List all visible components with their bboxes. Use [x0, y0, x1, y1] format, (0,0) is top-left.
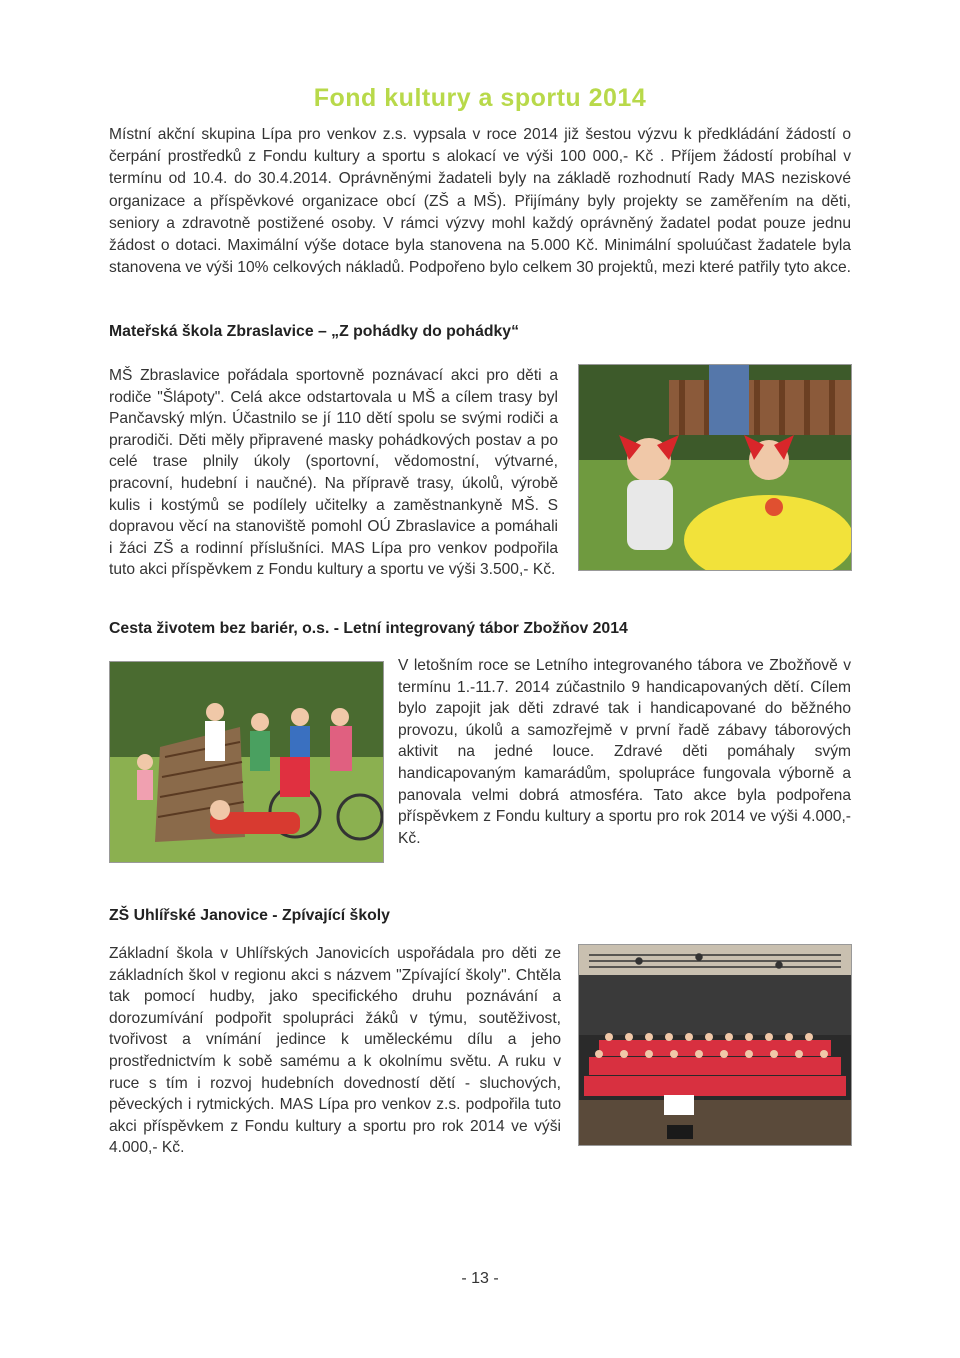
section-heading-tabor-zboznov: Cesta životem bez bariér, o.s. - Letní integrovaný tábor Zbožňov 2014 [109, 620, 628, 637]
section-heading-ms-zbraslavice: Mateřská škola Zbraslavice – „Z pohádky do pohádky“ [109, 323, 519, 340]
photo-summer-camp-group [109, 661, 384, 863]
section-text-zpivajici-skoly: Základní škola v Uhlířských Janovicích uspořádala pro děti ze základních škol v regionu akci s názvem "Zpívající školy". Chtěla tak pomocí hudby, jako specifického druhu poznávání a dorozumívání podpořit spolupráci žáků v týmu, soutěživost, tvořivost a vnímání jedince k uměleckému dílu a jeho prostřednictvím k sobě samému a k okolnímu světu. A ruku v ruce s tím i rozvoj hudebních dovedností dětí - sluchových, pěveckých i rytmických. MAS Lípa pro venkov z.s. podpořila tuto akci příspěvkem z Fondu kultury a sportu pro rok 2014 ve výši 4.000,- Kč. [109, 945, 561, 1157]
intro-paragraph: Místní akční skupina Lípa pro venkov z.s. vypsala v roce 2014 již šestou výzvu k předkládání žádostí o čerpání prostředků z Fondu kultury a sportu s alokací ve výši 100 000,- Kč . Příjem žádostí probíhal v termínu od 10.4. do 30.4.2014. Oprávněnými žadateli byly na základě rozhodnutí Rady MAS neziskové organizace a příspěvkové organizace obcí (ZŠ a MŠ). Přijímány byly projekty se zaměřením na děti, seniory a zdravotně postižené osoby. V rámci výzvy mohl každý oprávněný žadatel podat pouze jednu žádost o dotaci. Maximální výše dotace byla stanovena na 5.000 Kč. Minimální spoluúčast žadatele byla stanovena ve výši 10% celkových nákladů. Podpořeno bylo celkem 30 projektů, mezi které patřily tyto akce. [109, 126, 851, 277]
photo-choir-concert [578, 944, 852, 1146]
section-text-tabor-zboznov: V letošním roce se Letního integrovaného tábora ve Zbožňově v termínu 1.-11.7. 2014 zúčastnilo 9 handicapovaných dětí. Cílem bylo zapojit jak děti zdravé tak i handicapované do běžného provozu, úkolů a samozřejmě v první řadě zábavy táborových aktivit na jedné louce. Zdravé děti pomáhaly svým handicapovaným kamarádům, spolupráce fungovala výborně a panovala velmi dobrá atmosféra. Tato akce byla podpořena příspěvkem z Fondu kultury a sportu pro rok 2014 ve výši 4.000,- Kč. [398, 657, 851, 847]
section-text-ms-zbraslavice: MŠ Zbraslavice pořádala sportovně poznávací akci pro děti a rodiče "Šlápoty". Celá akce odstartovala u MŠ a cílem trasy byl Pančavský mlýn. Účastnilo se jí 110 dětí spolu se svými rodiči a prarodiči. Děti měly připravené masky pohádkových postav a po celé trase plnily úkoly (sportovní, vědomostní, výtvarné, pracovní, hudební i naučné). Na přípravě trasy, úkolů, výrobě kulis i kostýmů se podílely učitelky a zaměstnankyně MŠ. S dopravou věcí na stanoviště pomohl OÚ Zbraslavice a pomáhali i žáci ZŠ a rodinní příslušníci. MAS Lípa pro venkov podpořila tuto akci příspěvkem z Fondu kultury a sportu ve výši 3.500,- Kč. [109, 367, 558, 579]
photo-children-fairytale-masks [578, 364, 852, 571]
page-title: Fond kultury a sportu 2014 [313, 84, 647, 112]
page-number: - 13 - [461, 1270, 499, 1287]
section-heading-zpivajici-skoly: ZŠ Uhlířské Janovice - Zpívající školy [109, 907, 390, 924]
